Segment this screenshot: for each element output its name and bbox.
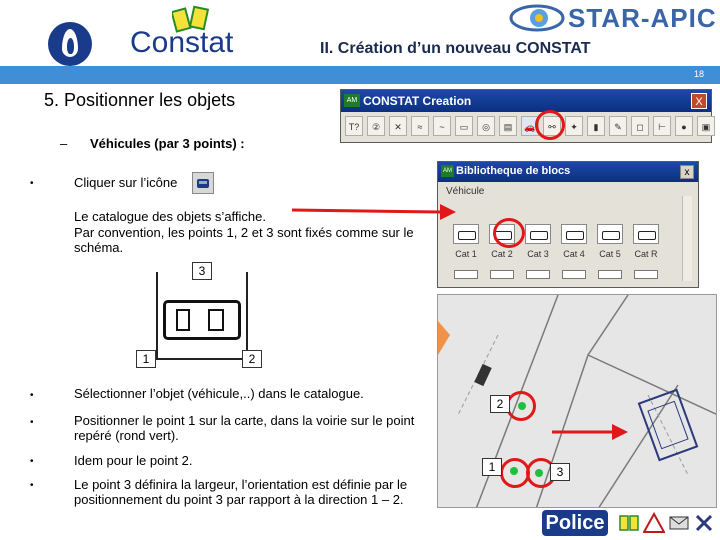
wave-tool-button[interactable]: ≈ <box>411 116 429 136</box>
bullet: • <box>30 417 34 428</box>
pen-tool-button[interactable]: ✎ <box>609 116 627 136</box>
arrow-icon <box>550 420 630 444</box>
vehicle-item[interactable] <box>490 270 514 279</box>
window-title: Bibliotheque de blocs <box>438 162 698 182</box>
library-window <box>437 161 699 288</box>
constat-icon <box>618 512 640 534</box>
schema-point-2: 2 <box>242 350 262 368</box>
vehicle-tool-button[interactable]: 🚗 <box>521 116 539 136</box>
arrow-icon <box>290 200 460 230</box>
category-list <box>452 224 660 259</box>
highlight-ring <box>493 218 525 248</box>
pole-tool-button[interactable]: ▮ <box>587 116 605 136</box>
footer-icons <box>618 512 715 534</box>
close-button[interactable]: x <box>680 165 694 179</box>
car-icon <box>561 224 587 244</box>
category-item[interactable]: Cat R <box>632 224 660 259</box>
schema-point-1: 1 <box>136 350 156 368</box>
app-badge-icon: AM <box>344 94 360 107</box>
police-logo <box>48 22 92 66</box>
target-tool-button[interactable]: ◎ <box>477 116 495 136</box>
step-2: Positionner le point 1 sur la carte, dans la voirie sur le point repéré (rond vert). <box>74 413 415 443</box>
highlight-ring <box>506 391 536 421</box>
category-item[interactable]: Cat 4 <box>560 224 588 259</box>
highlight-ring <box>535 110 565 140</box>
section-title: 5. Positionner les objets <box>44 90 236 110</box>
circle-tool-button[interactable]: ● <box>675 116 693 136</box>
marker-tool-button[interactable]: ② <box>367 116 385 136</box>
save-tool-button[interactable]: ▣ <box>697 116 715 136</box>
vehicle-item[interactable] <box>634 270 658 279</box>
map-point-3: 3 <box>550 463 570 481</box>
bullet: • <box>30 480 34 491</box>
tools-icon <box>693 512 715 534</box>
vehicle-item[interactable] <box>598 270 622 279</box>
mail-icon <box>668 512 690 534</box>
scrollbar[interactable] <box>682 196 692 281</box>
dash-marker: – <box>60 136 68 151</box>
bullet: • <box>30 390 34 401</box>
schema-car-icon <box>163 300 241 340</box>
click-instruction: Cliquer sur l’icône <box>74 175 178 190</box>
step-3: Idem pour le point 2. <box>74 453 193 468</box>
cross-tool-button[interactable]: ✕ <box>389 116 407 136</box>
constat-creation-window <box>340 89 712 143</box>
category-label: Véhicule <box>446 186 485 197</box>
measure-tool-button[interactable]: ⊢ <box>653 116 671 136</box>
window-title: CONSTAT Creation <box>341 90 711 112</box>
schema-point-3: 3 <box>192 262 212 280</box>
bullet: • <box>30 456 34 467</box>
category-item[interactable]: Cat 1 <box>452 224 480 259</box>
step-4: Le point 3 définira la largeur, l’orientation est définie par le positionnement du point 3 par rapport à la direction 1 – 2. <box>74 477 408 507</box>
brand-name: STAR-APIC <box>568 3 717 33</box>
map-point-2: 2 <box>490 395 510 413</box>
car-icon <box>597 224 623 244</box>
header-bar <box>0 66 720 84</box>
vehicle-item[interactable] <box>526 270 550 279</box>
map-canvas[interactable] <box>437 294 717 508</box>
camera-tool-button[interactable]: ◻ <box>631 116 649 136</box>
car-icon <box>525 224 551 244</box>
step-1: Sélectionner l’objet (véhicule,..) dans le catalogue. <box>74 386 364 401</box>
close-button[interactable]: X <box>691 93 707 109</box>
rect-tool-button[interactable]: ▭ <box>455 116 473 136</box>
app-title: Constat <box>130 26 234 59</box>
slide-title: II. Création d’un nouveau CONSTAT <box>320 40 591 57</box>
warning-icon <box>643 512 665 534</box>
sign-tool-button[interactable]: ▤ <box>499 116 517 136</box>
police-footer-logo: Police <box>542 510 608 536</box>
map-point-1: 1 <box>482 458 502 476</box>
person-tool-button[interactable]: ✦ <box>565 116 583 136</box>
subheading: Véhicules (par 3 points) : <box>90 136 245 151</box>
category-item[interactable]: Cat 2 <box>488 224 516 259</box>
vehicle-item[interactable] <box>454 270 478 279</box>
catalogue-text-1: Le catalogue des objets s’affiche. <box>74 209 267 224</box>
app-badge-icon: AM <box>441 165 454 177</box>
page-number: 18 <box>693 69 704 79</box>
bullet: • <box>30 178 34 189</box>
toolbar <box>345 116 715 136</box>
category-item[interactable]: Cat 5 <box>596 224 624 259</box>
vehicle-item[interactable] <box>562 270 586 279</box>
bike-tool-button[interactable]: ⚯ <box>543 116 561 136</box>
road-icon <box>438 295 717 508</box>
category-item[interactable]: Cat 3 <box>524 224 552 259</box>
catalogue-text-2: Par convention, les points 1, 2 et 3 sont fixés comme sur le schéma. <box>74 225 414 255</box>
vehicle-icon <box>192 172 214 194</box>
text-tool-button[interactable]: T? <box>345 116 363 136</box>
car-icon <box>633 224 659 244</box>
curve-tool-button[interactable]: ~ <box>433 116 451 136</box>
